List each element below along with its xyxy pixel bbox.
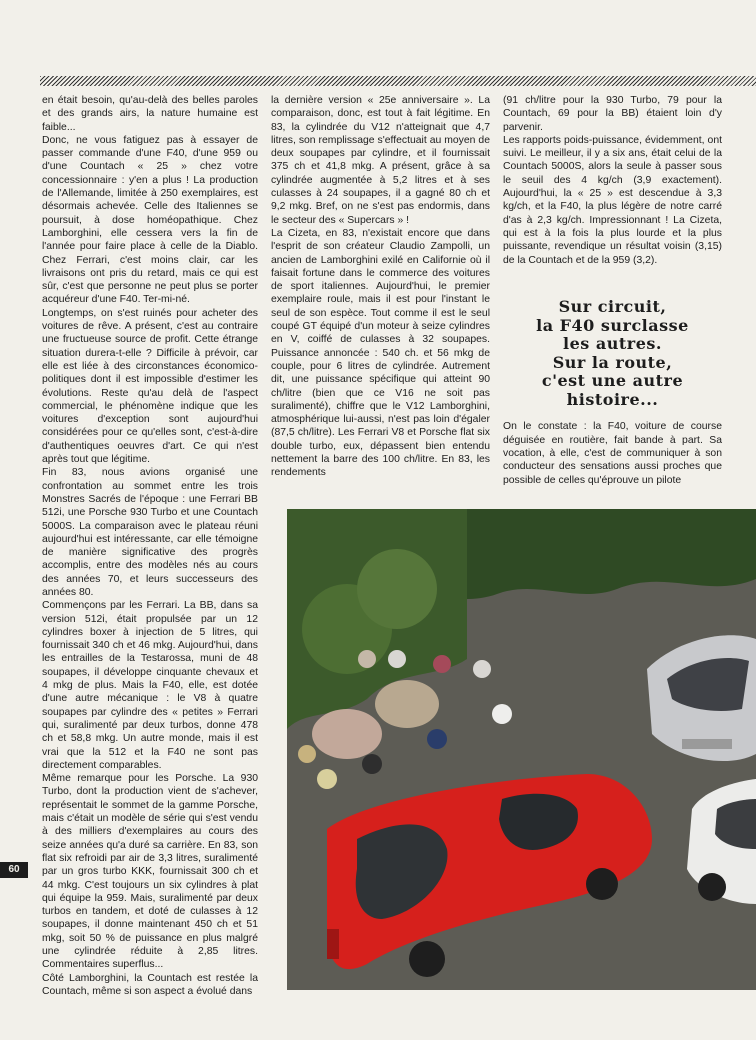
paragraph: La Cizeta, en 83, n'existait encore que dans l'esprit de son créateur Claudio Zampolli, un ancien de Lamborghini exilé en Californie où il faisait fortune dans le commerce des voitures de sport italiennes. Aujourd'hui, le premier exemplaire roule, mais il est pour l'instant le seul de son espèce. Tout comme il est le seul coupé GT équipé d'un moteur à seize cylindres en V, coiffé de culasses à 32 soupapes. Puissance annoncée : 540 ch. et 56 mkg de couple, pour 6 litres de cylindrée. Autrement dit, une puissance spécifique qui atteint 90 ch/litre (bien que ce V16 ne soit pas suralimenté), chiffre que le V12 Lamborghini, atmosphérique lui-aussi, n'est pas loin d'égaler (87,5 ch/litre). Les Ferrari V8 et Porsche flat six double turbo, eux, dépassent bien entendu nettement la barre des 100 ch/litre. En 83, les rendements [271, 227, 490, 479]
pull-quote-line: la F40 surclasse [536, 315, 689, 335]
diner [317, 769, 337, 789]
diner [358, 650, 376, 668]
pull-quote-line: histoire... [566, 389, 659, 409]
paragraph: Commençons par les Ferrari. La BB, dans sa version 512i, était propulsée par un 12 cylindres boxer à injection de 5 litres, qui fournissait 340 ch et 46 mkg. Aujourd'hui, dans les entrailles de la Testarossa, muni de 48 soupapes, il développe cinquante chevaux et 4 mkg de plus. Mais la F40, elle, est dotée d'une autre mécanique : le V8 à quatre soupapes par cylindre des « petites » Ferrari qui, suralimenté par deux turbos, donne 478 ch et 58,8 mkg. Un autre monde, mais il est vrai que la 512 et la F40 ne sont pas directement comparables. [42, 600, 258, 771]
photo-ferrari-f40-courtyard [287, 509, 756, 990]
pull-quote [503, 298, 722, 409]
text-column-2 [271, 94, 490, 480]
diner [473, 660, 491, 678]
table [375, 680, 439, 728]
table [312, 709, 382, 759]
pull-quote-line: les autres. [563, 334, 662, 353]
text-column-1 [42, 94, 258, 998]
diner [433, 655, 451, 673]
paragraph: la dernière version « 25e anniversaire ». La comparaison, donc, est tout à fait légitime. En 83, la cylindrée du V12 n'atteignait que 4,7 litres, son remplissage s'effectuait au moyen de deux soupapes par cylindre, et il fournissait 375 ch et 41,8 mkg. A présent, grâce à sa cylindrée augmentée à 5,2 litres et à ses culasses à 24 soupapes, il a gagné 80 ch et 9,2 mkg. Bref, on ne s'est pas endormis, dans le secteur des « Supercars » ! [271, 95, 490, 226]
page-number: 60 [0, 862, 28, 878]
paragraph: Fin 83, nous avions organisé une confrontation au sommet entre les trois Monstres Sacrés de l'époque : une Ferrari BB 512i, une Porsche 930 Turbo et une Countach 5000S. La comparaison avec le plateau réuni aujourd'hui est intéressante, car elle témoigne de manière significative des progrès accomplis, entre des modèles nés au cours des années 70, et leurs successeurs des années 80. [42, 467, 258, 598]
diner [427, 729, 447, 749]
text-column-3 [503, 94, 722, 267]
diner [362, 754, 382, 774]
pull-quote-line: c'est une autre [541, 371, 684, 390]
paragraph: Les rapports poids-puissance, évidemment, ont suivi. Le meilleur, il y a six ans, était celui de la Countach 5000S, alors la seule à passer sous le seuil des 4 kg/ch (3,9 exactement). Aujourd'hui, la « 25 » est descendue à 3,3 kg/ch, et la F40, la plus légère de notre carré d'as à 2,3 kg/ch. Impressionnant ! La Cizeta, qui est à la fois la plus lourde et la plus puissante, revendique un résultat voisin (3,15) de la Countach et de la 959 (3,2). [503, 134, 722, 266]
paragraph: (91 ch/litre pour la 930 Turbo, 79 pour la Countach, 69 pour la BB) étaient loin d'y parvenir. [503, 95, 722, 133]
diner [388, 650, 406, 668]
diner [298, 745, 316, 763]
paragraph: On le constate : la F40, voiture de course déguisée en routière, fait bande à part. Sa vocation, à elle, c'est de communiquer à son conducteur des sensations aussi proches que possible de celles qu'éprouve un pilote [503, 421, 722, 486]
tree-canopy [357, 549, 437, 629]
pull-quote-line: Sur la route, [552, 352, 673, 372]
paragraph: Donc, ne vous fatiguez pas à essayer de passer commande d'une F40, d'une 959 ou d'une Countach « 25 » chez votre concessionnaire : y'en a plus ! La production de l'Allemande, limitée à 250 exemplaires, est désormais achevée. Celle des Italiennes se poursuit, à dose homéopathique. Chez Lamborghini, elle cessera vers la fin de l'année pour faire place à celle de la Diablo. Chez Ferrari, c'est moins clair, car les livraisons ont pris du retard, mais ce qui est sûr, c'est que personne ne peut plus se porter acquéreur d'une F40. Ter-mi-né. [42, 134, 258, 306]
paragraph: en était besoin, qu'au-delà des belles paroles et des grands airs, la nature humaine est faible... [42, 95, 258, 133]
diner [492, 704, 512, 724]
pull-quote-line: Sur circuit, [558, 297, 667, 316]
photo-illustration [287, 509, 756, 990]
text-column-3-continued [503, 410, 722, 497]
paragraph: Même remarque pour les Porsche. La 930 Turbo, dont la production vient de s'achever, représentait le sommet de la gamme Porsche, mais c'était un modèle de série qui s'est vendu à des milliers d'exemplaires au cours des seize années qu'a duré sa carrière. En 83, son flat six refroidi par air de 3,3 litres, suralimenté par un gros turbo KKK, fournissait 300 ch et 44 mkg. C'est toujours un six cylindres à plat qui équipe la 959. Mais, suralimenté par deux turbos en tandem, et doté de culasses à 12 soupapes, il donne maintenant 450 ch et 51 mkg, soit 50 % de puissance en plus malgré une cylindrée réduite à 2,85 litres. Commentaires superflus... [42, 773, 258, 971]
header-band [40, 76, 756, 86]
paragraph: Longtemps, on s'est ruinés pour acheter des voitures de rêve. A présent, c'est au contraire une fructueuse source de profit. Cette étrange situation durera-t-elle ? Difficile à prévoir, car elle est liée à des circonstances économico-politiques dont il est impossible d'estimer les évolutions. Reste qu'au delà de l'aspect commercial, le phénomène indique que les voitures d'exception sont aujourd'hui considérées pour ce qu'elles sont, c'est-à-dire d'authentiques oeuvres d'art. Ce qui n'est après tout que légitime. [42, 307, 258, 466]
paragraph: Côté Lamborghini, la Countach est restée la Countach, même si son aspect a évolué dans [42, 972, 258, 997]
